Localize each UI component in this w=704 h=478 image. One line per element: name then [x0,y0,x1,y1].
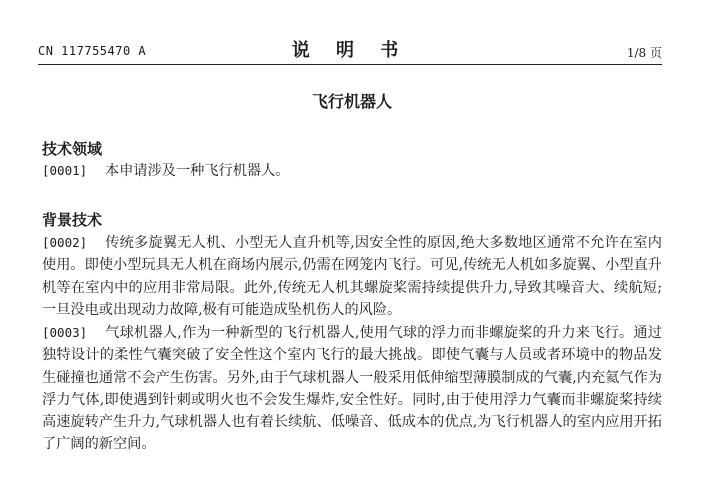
paragraph-text: 气球机器人,作为一种新型的飞行机器人,使用气球的浮力而非螺旋桨的升力来飞行。通过独特设计的柔性气囊突破了安全性这个室内飞行的最大挑战。即使气囊与人员或者环境中的物品发生碰撞也通常不会产生伤害。另外,由于气球机器人一般采用低伸缩型薄膜制成的气囊,内充氦气作为浮力气体,即使遇到针刺或明火也不会发生爆炸,安全性好。同时,由于使用浮力气囊而非螺旋桨持续高速旋转产生升力,气球机器人也有着长续航、低噪音、低成本的优点,为飞行机器人的室内应用开拓了广阔的新空间。 [42,325,662,453]
paragraph-0003 [42,322,662,456]
paragraph-0001 [42,160,662,182]
section-heading-background: 背景技术 [42,211,103,229]
paragraph-text: 本申请涉及一种飞行机器人。 [105,163,290,179]
section-heading-technical-field: 技术领域 [42,140,103,158]
page-number: 1/8 页 [626,46,662,60]
header-divider [38,64,662,65]
page-header [38,36,662,62]
paragraph-text: 传统多旋翼无人机、小型无人直升机等,因安全性的原因,绝大多数地区通常不允许在室内使用。即使小型玩具无人机在商场内展示,仍需在网笼内飞行。可见,传统无人机如多旋翼、小型直升机等在室内中的应用非常局限。此外,传统无人机其螺旋桨需持续提供升力,导致其噪音大、续航短;一旦没电或出现动力故障,极有可能造成坠机伤人的风险。 [42,235,662,318]
paragraph-number: [0003] [42,325,88,340]
paragraph-number: [0002] [42,235,88,250]
document-type: 说 明 书 [291,40,409,61]
paragraph-number: [0001] [42,163,88,178]
paragraph-0002 [42,232,662,321]
publication-number: CN 117755470 A [38,44,147,58]
document-title: 飞行机器人 [311,92,392,111]
